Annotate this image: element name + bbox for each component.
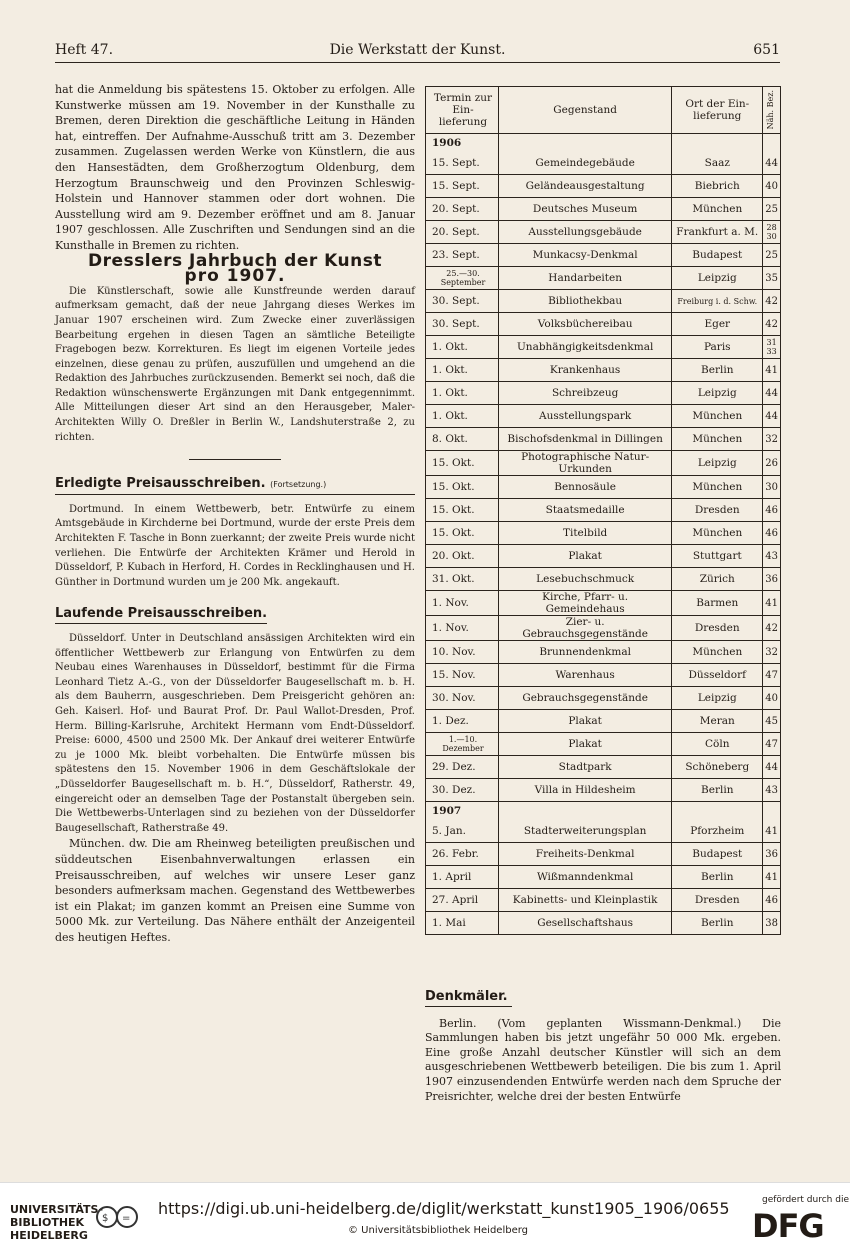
- row-place: Leipzig: [672, 382, 763, 405]
- row-place: Pforzheim: [672, 820, 763, 843]
- row-place: Barmen: [672, 591, 763, 616]
- row-subject: Gesellschaftshaus: [499, 912, 672, 935]
- row-place: München: [672, 476, 763, 499]
- row-place: Meran: [672, 710, 763, 733]
- table-row: [426, 522, 781, 545]
- laufende-text-1: Düsseldorf. Unter in Deutschland ansässigen Architekten wird ein öffentlicher Wettbewerb zur Erlangung von Entwürfen zu dem Neubau eines Warenhauses in Düsseldorf, bestimmt für die Firma Leonhard Tietz A.-G., von der Düsseldorfer Baugesellschaft m. b. H. als dem Bauherrn, ausgeschrieben. Dem Preisgericht gehören an: Geh. Kaiserl. Hof- und Baurat Prof. Dr. Paul Wallot-Dresden, Prof. Herm. Billing-Karlsruhe, Architekt Hermann vom Endt-Düsseldorf. Preise: 6000, 4500 und 2500 Mk. Der Ankauf drei weiterer Entwürfe zu je 1000 Mk. bleibt vorbehalten. Die Entwürfe müssen bis spätestens den 15. November 1906 in dem Geschäftslokale der „Düsseldorfer Baugesellschaft m. b. H.“, Düsseldorf, Ratherstr. 49, eingereicht oder an demselben Tage der Postanstalt übergeben sein. Die Wettbewerbs-Unterlagen sind zu beziehen von der Düsseldorfer Baugesellschaft, Ratherstraße 49.: [55, 633, 415, 834]
- row-subject: Unabhängigkeitsdenkmal: [499, 336, 672, 359]
- row-date: 1.—10. Dezember: [426, 733, 499, 756]
- table-row: [426, 428, 781, 451]
- table-row: [426, 221, 781, 244]
- row-ref: 40: [763, 175, 781, 198]
- row-subject: Kabinetts- und Kleinplastik: [499, 889, 672, 912]
- row-date: 30. Nov.: [426, 687, 499, 710]
- dfg-logo: DFG: [752, 1207, 824, 1245]
- row-subject: Geländeausgestaltung: [499, 175, 672, 198]
- row-date: 20. Sept.: [426, 221, 499, 244]
- table-row: [426, 198, 781, 221]
- row-place: Eger: [672, 313, 763, 336]
- row-ref: 32: [763, 641, 781, 664]
- row-ref: 40: [763, 687, 781, 710]
- row-ref: 47: [763, 733, 781, 756]
- header-termin: Termin zur Ein- lieferung: [426, 87, 499, 134]
- row-date: 1. Nov.: [426, 591, 499, 616]
- row-place: Dresden: [672, 889, 763, 912]
- row-subject: Wißmanndenkmal: [499, 866, 672, 889]
- row-subject: Ausstellungsgebäude: [499, 221, 672, 244]
- row-date: 30. Sept.: [426, 313, 499, 336]
- erledigte-text: Dortmund. In einem Wettbewerb, betr. Entwürfe zu einem Amtsgebäude in Kirchderne bei Dortmund, wurde der erste Preis dem Architekten F. Tasche in Bonn zuerkannt; der zweite Preis wurde nicht verliehen. Die Entwürfe der Architekten Krämer und Herold in Düsseldorf, P. Kubach in Herford, H. Cordes in Recklinghausen und H. Günther in Dortmund wurden um je 200 Mk. angekauft.: [55, 503, 415, 588]
- row-place: Budapest: [672, 244, 763, 267]
- denkmaeler-section: [425, 990, 781, 1104]
- row-ref: 31 33: [763, 336, 781, 359]
- left-column: [55, 82, 415, 945]
- row-date: 30. Sept.: [426, 290, 499, 313]
- row-date: 8. Okt.: [426, 428, 499, 451]
- row-date: 30. Dez.: [426, 779, 499, 802]
- row-ref: 42: [763, 313, 781, 336]
- row-ref: 44: [763, 756, 781, 779]
- row-place: Berlin: [672, 912, 763, 935]
- table-row: [426, 359, 781, 382]
- row-subject: Gemeindegebäude: [499, 152, 672, 175]
- row-ref: 25: [763, 244, 781, 267]
- year-row: [426, 802, 781, 821]
- table-header-row: [426, 87, 781, 134]
- row-ref: 36: [763, 568, 781, 591]
- row-place: Frankfurt a. M.: [672, 221, 763, 244]
- table-row: [426, 616, 781, 641]
- table-row: [426, 336, 781, 359]
- row-subject: Lesebuchschmuck: [499, 568, 672, 591]
- table-row: [426, 313, 781, 336]
- row-date: 27. April: [426, 889, 499, 912]
- table-row: [426, 568, 781, 591]
- table-row: [426, 499, 781, 522]
- row-ref: 43: [763, 779, 781, 802]
- table-row: [426, 820, 781, 843]
- library-logo: UNIVERSITÄTS- BIBLIOTHEK HEIDELBERG: [10, 1203, 104, 1242]
- row-ref: 46: [763, 499, 781, 522]
- row-subject: Warenhaus: [499, 664, 672, 687]
- row-place: Stuttgart: [672, 545, 763, 568]
- row-subject: Krankenhaus: [499, 359, 672, 382]
- row-subject: Staatsmedaille: [499, 499, 672, 522]
- row-place: Schöneberg: [672, 756, 763, 779]
- row-date: 1. Okt.: [426, 382, 499, 405]
- dressler-text: Die Künstlerschaft, sowie alle Kunstfreunde werden darauf aufmerksam gemacht, daß der neue Jahrgang dieses Werkes im Januar 1907 erscheinen wird. Zum Zwecke einer zuverlässigen Bearbeitung ergehen in diesen Tagen an sämtliche Beteiligte Fragebogen bezw. Korrekturen. Es liegt im eigenen Vorteile jedes einzelnen, diese genau zu prüfen, auszufüllen und umgehend an die Redaktion des Jahrbuches zurückzusenden. Bemerkt sei noch, daß die Redaktion wünschenswerte Ergänzungen mit Dank entgegennimmt. Alle Mitteilungen dieser Art sind an den Herausgeber, Maler-Architekten Willy O. Dreßler in Berlin W., Landshuterstraße 2, zu richten.: [55, 285, 415, 443]
- row-ref: 41: [763, 866, 781, 889]
- funded-caption: gefördert durch die: [762, 1195, 849, 1205]
- row-subject: Freiheits-Denkmal: [499, 843, 672, 866]
- row-date: 20. Okt.: [426, 545, 499, 568]
- table-row: [426, 733, 781, 756]
- table-row: [426, 912, 781, 935]
- row-ref: 46: [763, 889, 781, 912]
- row-subject: Bennosäule: [499, 476, 672, 499]
- row-place: Leipzig: [672, 687, 763, 710]
- row-place: Budapest: [672, 843, 763, 866]
- row-date: 1. Okt.: [426, 405, 499, 428]
- row-ref: 28 30: [763, 221, 781, 244]
- row-place: Berlin: [672, 779, 763, 802]
- denkmaeler-heading: Denkmäler.: [425, 990, 512, 1007]
- row-subject: Photographische Natur-Urkunden: [499, 451, 672, 476]
- row-subject: Bibliothekbau: [499, 290, 672, 313]
- row-ref: 38: [763, 912, 781, 935]
- journal-title: Die Werkstatt der Kunst.: [329, 42, 506, 58]
- row-date: 31. Okt.: [426, 568, 499, 591]
- table-row: [426, 866, 781, 889]
- row-ref: 41: [763, 820, 781, 843]
- row-date: 15. Okt.: [426, 522, 499, 545]
- table-row: [426, 244, 781, 267]
- row-subject: Ausstellungspark: [499, 405, 672, 428]
- year-row: [426, 134, 781, 153]
- row-ref: 44: [763, 382, 781, 405]
- table-row: [426, 779, 781, 802]
- row-date: 10. Nov.: [426, 641, 499, 664]
- table-row: [426, 267, 781, 290]
- row-ref: 47: [763, 664, 781, 687]
- erledigte-heading: Erledigte Preisausschreiben. (Fortsetzung.): [55, 476, 415, 495]
- table-row: [426, 152, 781, 175]
- row-subject: Brunnendenkmal: [499, 641, 672, 664]
- row-date: 26. Febr.: [426, 843, 499, 866]
- row-place: München: [672, 428, 763, 451]
- row-subject: Zier- u. Gebrauchsgegenstände: [499, 616, 672, 641]
- row-date: 15. Okt.: [426, 476, 499, 499]
- issue-number: Heft 47.: [55, 42, 114, 58]
- year-label: 1906: [426, 134, 499, 153]
- table-row: [426, 290, 781, 313]
- header-gegenstand: Gegenstand: [499, 87, 672, 134]
- dressler-title: Dresslers Jahrbuch der Kunst: [87, 250, 383, 271]
- table-row: [426, 843, 781, 866]
- row-ref: 30: [763, 476, 781, 499]
- row-subject: Villa in Hildesheim: [499, 779, 672, 802]
- laufende-heading: Laufende Preisausschreiben.: [55, 606, 267, 624]
- row-subject: Stadtpark: [499, 756, 672, 779]
- row-subject: Gebrauchsgegenstände: [499, 687, 672, 710]
- row-date: 25.—30. September: [426, 267, 499, 290]
- row-place: Cöln: [672, 733, 763, 756]
- row-subject: Bischofsdenkmal in Dillingen: [499, 428, 672, 451]
- row-date: 15. Okt.: [426, 451, 499, 476]
- row-ref: 43: [763, 545, 781, 568]
- row-place: Leipzig: [672, 267, 763, 290]
- competition-table: [425, 86, 781, 935]
- table-row: [426, 591, 781, 616]
- row-place: München: [672, 198, 763, 221]
- row-place: Dresden: [672, 616, 763, 641]
- laufende-text-2: München. dw. Die am Rheinweg beteiligten preußischen und süddeutschen Eisenbahnverwaltungen erlassen ein Preisausschreiben, auf welches wir unsere Leser ganz besonders aufmerksam machen. Gegenstand des Wettbewerbes ist ein Plakat; im ganzen kommt an Preisen eine Summe von 5000 Mk. zur Verteilung. Das Nähere enthält der Anzeigenteil des heutigen Heftes.: [55, 837, 415, 944]
- table-row: [426, 545, 781, 568]
- row-ref: 25: [763, 198, 781, 221]
- table-row: [426, 687, 781, 710]
- row-ref: 42: [763, 616, 781, 641]
- copyright: © Universitätsbibliothek Heidelberg: [348, 1225, 529, 1236]
- row-subject: Schreibzeug: [499, 382, 672, 405]
- footer-bar: [0, 1182, 850, 1251]
- row-place: Düsseldorf: [672, 664, 763, 687]
- header-nr: Näh. Bez.: [763, 87, 781, 134]
- row-place: München: [672, 522, 763, 545]
- row-subject: Stadterweiterungsplan: [499, 820, 672, 843]
- row-date: 15. Okt.: [426, 499, 499, 522]
- row-place: Biebrich: [672, 175, 763, 198]
- row-place: München: [672, 405, 763, 428]
- row-place: Freiburg i. d. Schw.: [672, 290, 763, 313]
- table-row: [426, 405, 781, 428]
- row-ref: 44: [763, 152, 781, 175]
- intro-paragraph: hat die Anmeldung bis spätestens 15. Oktober zu erfolgen. Alle Kunstwerke müssen am 19. November in der Kunsthalle zu Bremen, deren Direktion die geschäftliche Leitung in Händen hat, eintreffen. Der Aufnahme-Ausschuß tritt am 3. Dezember zusammen. Zugelassen werden Werke von Künstlern, die aus den Hansestädten, dem Großherzogtum Oldenburg, dem Herzogtum Braunschweig und den Provinzen Schleswig-Holstein und Hannover stammen oder dort wohnen. Die Ausstellung wird am 9. Dezember eröffnet und am 8. Januar 1907 geschlossen. Alle Zuschriften und Sendungen sind an die Kunsthalle in Bremen zu richten.: [55, 83, 415, 252]
- row-ref: 35: [763, 267, 781, 290]
- table-row: [426, 664, 781, 687]
- row-subject: Plakat: [499, 733, 672, 756]
- denkmaeler-text: Berlin. (Vom geplanten Wissmann-Denkmal.) Die Sammlungen haben bis jetzt ungefähr 50 000 Mk. ergeben. Eine große Anzahl deutscher Künstler will sich an dem ausgeschriebenen Wettbewerb beteiligen. Die bis zum 1. April 1907 einzusendenden Entwürfe werden nach dem Spruche der Preisrichter, welche drei der besten Entwürfe: [425, 1016, 781, 1103]
- row-place: Dresden: [672, 499, 763, 522]
- table-row: [426, 175, 781, 198]
- row-date: 15. Nov.: [426, 664, 499, 687]
- creative-commons-icon: [93, 1199, 141, 1235]
- row-subject: Plakat: [499, 710, 672, 733]
- row-ref: 46: [763, 522, 781, 545]
- permalink[interactable]: https://digi.ub.uni-heidelberg.de/diglit/werkstatt_kunst1905_1906/0655: [158, 1199, 730, 1218]
- row-subject: Volksbüchereibau: [499, 313, 672, 336]
- row-ref: 41: [763, 591, 781, 616]
- svg-text:$: $: [102, 1213, 109, 1224]
- row-place: München: [672, 641, 763, 664]
- row-date: 5. Jan.: [426, 820, 499, 843]
- row-date: 1. Dez.: [426, 710, 499, 733]
- header-ort: Ort der Ein- lieferung: [672, 87, 763, 134]
- dressler-subtitle: pro 1907.: [184, 266, 286, 287]
- row-place: Berlin: [672, 359, 763, 382]
- row-place: Leipzig: [672, 451, 763, 476]
- table-row: [426, 889, 781, 912]
- row-ref: 45: [763, 710, 781, 733]
- row-place: Paris: [672, 336, 763, 359]
- row-ref: 44: [763, 405, 781, 428]
- row-subject: Munkacsy-Denkmal: [499, 244, 672, 267]
- row-date: 1. Okt.: [426, 359, 499, 382]
- row-place: Saaz: [672, 152, 763, 175]
- row-ref: 36: [763, 843, 781, 866]
- row-subject: Handarbeiten: [499, 267, 672, 290]
- table-row: [426, 756, 781, 779]
- row-subject: Deutsches Museum: [499, 198, 672, 221]
- row-date: 1. Mai: [426, 912, 499, 935]
- row-date: 15. Sept.: [426, 175, 499, 198]
- row-ref: 42: [763, 290, 781, 313]
- table-row: [426, 382, 781, 405]
- row-date: 29. Dez.: [426, 756, 499, 779]
- svg-text:=: =: [122, 1213, 131, 1224]
- table-row: [426, 451, 781, 476]
- row-date: 1. Nov.: [426, 616, 499, 641]
- row-date: 15. Sept.: [426, 152, 499, 175]
- row-subject: Titelbild: [499, 522, 672, 545]
- row-place: Berlin: [672, 866, 763, 889]
- table-row: [426, 710, 781, 733]
- row-subject: Plakat: [499, 545, 672, 568]
- row-place: Zürich: [672, 568, 763, 591]
- row-ref: 26: [763, 451, 781, 476]
- row-ref: 32: [763, 428, 781, 451]
- row-date: 1. April: [426, 866, 499, 889]
- table-row: [426, 641, 781, 664]
- row-date: 23. Sept.: [426, 244, 499, 267]
- row-ref: 41: [763, 359, 781, 382]
- row-date: 20. Sept.: [426, 198, 499, 221]
- row-date: 1. Okt.: [426, 336, 499, 359]
- divider: [189, 459, 281, 460]
- year-label: 1907: [426, 802, 499, 821]
- page-number: 651: [753, 42, 780, 58]
- table-row: [426, 476, 781, 499]
- row-subject: Kirche, Pfarr- u. Gemeindehaus: [499, 591, 672, 616]
- erledigte-note: (Fortsetzung.): [270, 480, 327, 490]
- page-header: [55, 40, 780, 63]
